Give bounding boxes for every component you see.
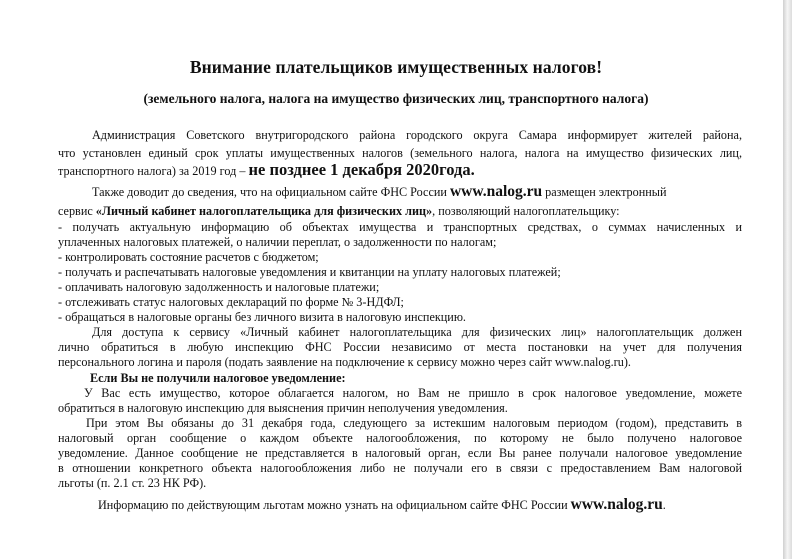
page-edge-shadow <box>783 0 792 559</box>
access-line: лично обратиться в любую инспекцию ФНС России независимо от места постановки на учет для получения <box>58 340 742 354</box>
service-name: «Личный кабинет налогоплательщика для физических лиц» <box>95 204 433 218</box>
obligation-line: При этом Вы обязаны до 31 декабря года, следующего за истекшим налоговым периодом (годом), представить в <box>86 416 742 430</box>
service-line-2 <box>58 204 742 219</box>
no-notice-line: У Вас есть имущество, которое облагается налогом, но Вам не пришло в срок налоговое уведомление, можете <box>84 386 742 400</box>
nalog-site-link[interactable]: www.nalog.ru <box>449 183 543 200</box>
no-notice-line: обратиться в налоговую инспекцию для выяснения причин неполучения уведомления. <box>58 401 508 415</box>
service-line-2-pre: сервис <box>58 204 93 218</box>
page-subtitle: (земельного налога, налога на имущество физических лиц, транспортного налога) <box>143 91 649 106</box>
feature-item: - обращаться в налоговые органы без личного визита в налоговую инспекцию. <box>58 310 466 324</box>
feature-item: - оплачивать налоговую задолженность и налоговые платежи; <box>58 280 380 294</box>
page-title: Внимание плательщиков имущественных налогов! <box>189 57 603 77</box>
footer-line <box>98 496 782 514</box>
obligation-line: налоговый орган сообщение о каждом объекте налогообложения, по которому не было получено налоговое <box>58 431 742 445</box>
intro-line-3 <box>58 160 742 180</box>
service-line-1 <box>58 183 742 201</box>
footer-text: Информацию по действующим льготам можно узнать на официальном сайте ФНС России <box>98 498 568 512</box>
footer-end: . <box>662 498 666 512</box>
service-line-1-pre: Также доводит до сведения, что на официальном сайте ФНС России <box>92 185 447 199</box>
footer-site-link[interactable]: www.nalog.ru <box>570 496 663 513</box>
feature-item: - контролировать состояние расчетов с бюджетом; <box>58 250 319 264</box>
feature-item: - получать и распечатывать налоговые уведомления и квитанции на уплату налоговых платежей; <box>58 265 561 279</box>
deadline-text: не позднее 1 декабря 2020года. <box>248 160 475 179</box>
feature-item: - получать актуальную информацию об объектах имущества и транспортных средствах, о суммах начисленных и <box>58 220 742 234</box>
access-line: Для доступа к сервису «Личный кабинет налогоплательщика для физических лиц» налогоплательщик должен <box>92 325 742 339</box>
feature-item: - отслеживать статус налоговых деклараций по форме № 3-НДФЛ; <box>58 295 404 309</box>
intro-line-2: что установлен единый срок уплаты имущественных налогов (земельного налога, налога на имущество физических лиц, <box>58 146 742 160</box>
intro-line-1: Администрация Советского внутригородского района городского округа Самара информирует жителей района, <box>92 128 742 142</box>
service-line-2-post: , позволяющий налогоплательщику: <box>432 204 620 218</box>
obligation-line: льготы (п. 2.1 ст. 23 НК РФ). <box>58 476 207 490</box>
access-line: персонального логина и пароля (подать заявление на подключение к сервису можно через сайт www.nalog.ru). <box>58 355 631 369</box>
intro-line-3-text: транспортного налога) за 2019 год – <box>58 164 246 178</box>
feature-item: уплаченных налоговых платежей, о наличии переплат, о задолженности по налогам; <box>58 235 497 249</box>
obligation-line: в отношении конкретного объекта налогообложения либо не получали его в связи с предоставлением Вам налоговой <box>58 461 742 475</box>
obligation-line: уведомление. Данное сообщение не представляется в налоговый орган, если Вы ранее получали налоговое уведомление <box>58 446 742 460</box>
no-notice-heading: Если Вы не получили налоговое уведомление: <box>90 371 346 385</box>
service-line-1-post: размещен электронный <box>545 185 667 199</box>
